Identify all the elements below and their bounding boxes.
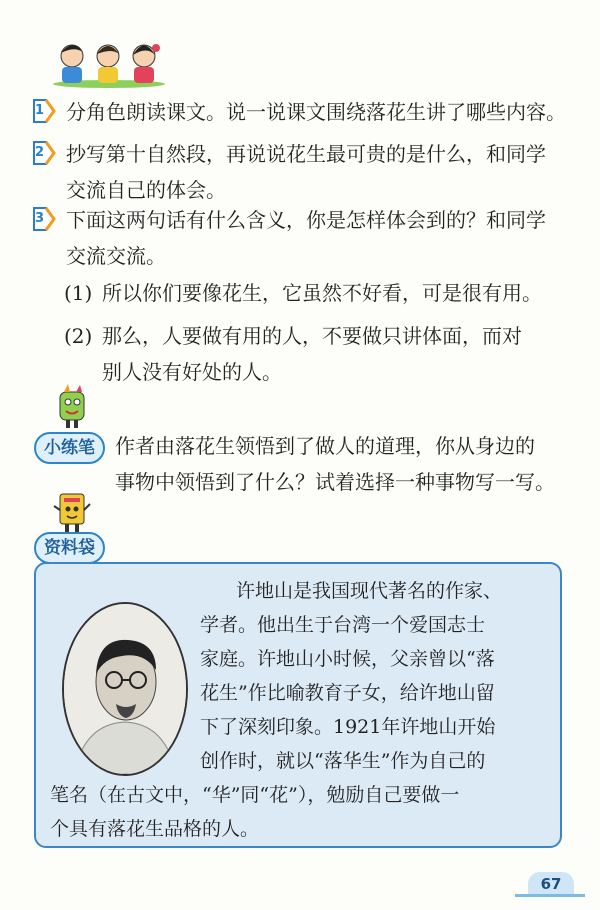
pencil-mascot-icon xyxy=(50,384,94,428)
question-line: 分角色朗读课文。说一说课文围绕落花生讲了哪些内容。 xyxy=(66,100,566,124)
bio-line: 花生”作比喻教育子女，给许地山留 xyxy=(200,682,495,704)
sub-item-label: (1) xyxy=(64,281,93,305)
question-line: 下面这两句话有什么含义，你是怎样体会到的？和同学 xyxy=(66,208,546,232)
bio-line: 个具有落花生品格的人。 xyxy=(50,818,260,840)
question-number-badge: 1 xyxy=(32,98,56,124)
question-3 xyxy=(32,202,572,274)
info-badge: 资料袋 xyxy=(34,532,105,564)
sub-item-2 xyxy=(64,318,564,390)
bio-line: 学者。他出生于台湾一个爱国志士 xyxy=(200,614,486,636)
question-number-badge: 2 xyxy=(32,140,56,166)
bio-line: 创作时，就以“落华生”作为自己的 xyxy=(200,750,486,772)
sub-item-label: (2) xyxy=(64,324,93,348)
question-number-badge: 3 xyxy=(32,206,56,232)
sub-item-line: 所以你们要像花生，它虽然不好看，可是很有用。 xyxy=(102,281,542,305)
children-reading-icon xyxy=(52,40,167,88)
practice-line: 作者由落花生领悟到了做人的道理，你从身边的 xyxy=(115,434,535,458)
practice-line: 事物中领悟到了什么？试着选择一种事物写一写。 xyxy=(115,470,555,494)
question-2 xyxy=(32,136,572,208)
sub-item-line: 那么，人要做有用的人，不要做只讲体面，而对 xyxy=(102,324,522,348)
page-number: 67 xyxy=(528,872,574,896)
practice-badge: 小练笔 xyxy=(34,432,105,464)
question-1 xyxy=(32,94,572,130)
sub-item-1 xyxy=(64,275,564,311)
bio-line: 许地山是我国现代著名的作家、 xyxy=(236,580,503,602)
question-line: 交流交流。 xyxy=(66,244,166,268)
bio-line: 家庭。许地山小时候，父亲曾以“落 xyxy=(200,648,495,670)
bio-line: 下了深刻印象。1921年许地山开始 xyxy=(200,716,496,738)
page-number-underline xyxy=(515,894,585,897)
practice-text xyxy=(115,428,560,500)
sub-item-line: 别人没有好处的人。 xyxy=(102,360,282,384)
info-box xyxy=(34,562,562,848)
question-line: 抄写第十自然段，再说说花生最可贵的是什么，和同学 xyxy=(66,142,546,166)
question-line: 交流自己的体会。 xyxy=(66,178,226,202)
bio-text xyxy=(50,574,550,846)
bio-line: 笔名（在古文中，“华”同“花”），勉励自己要做一 xyxy=(50,784,460,806)
book-mascot-icon xyxy=(50,490,94,532)
